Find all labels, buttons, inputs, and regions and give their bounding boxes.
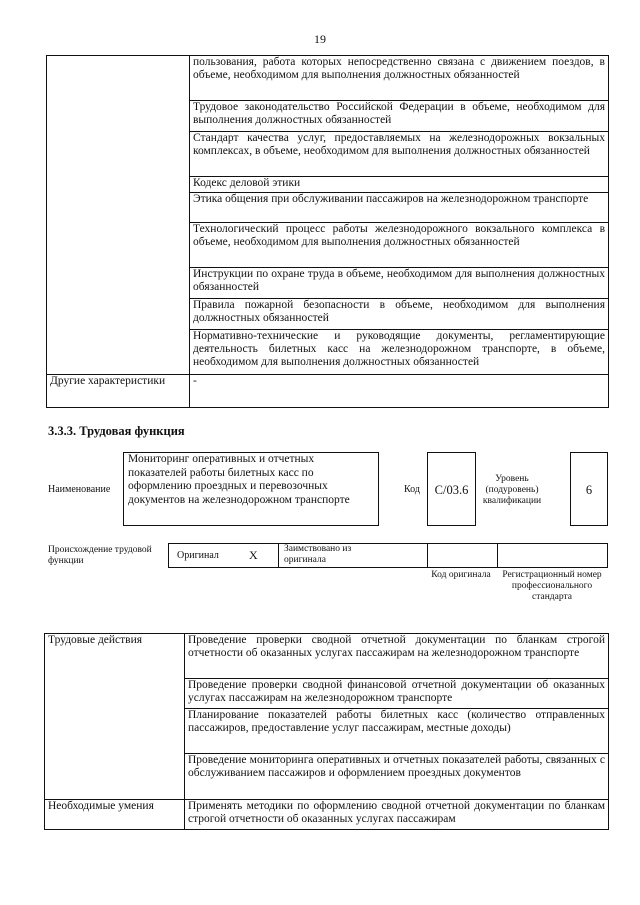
knowledge-item: Трудовое законодательство Российской Федерации в объеме, необходимом для выполнения должностных обязанностей: [190, 101, 609, 132]
knowledge-item: Технологический процесс работы железнодорожного вокзального комплекса в объеме, необходимом для выполнения должностных обязанностей: [190, 223, 609, 268]
knowledge-item: Этика общения при обслуживании пассажиров на железнодорожном транспорте: [190, 193, 609, 223]
original-mark: X: [249, 548, 258, 562]
function-name-box: [123, 452, 379, 526]
code-label: Код: [404, 484, 420, 495]
registration-number-cell: [498, 544, 608, 567]
skills-label: Необходимые умения: [45, 800, 185, 830]
action-item: Проведение мониторинга оперативных и отчетных показателей работы, связанных с обслуживанием пассажиров и оформлением проездных документов: [185, 754, 609, 800]
original-code-cell: [428, 544, 498, 567]
action-item: Проведение проверки сводной отчетной документации по бланкам строгой отчетности об оказанных услугах пассажирам на железнодорожном транспорте: [185, 634, 609, 679]
other-characteristics-value: -: [190, 375, 609, 408]
registration-caption: Регистрационный номер профессионального стандарта: [502, 570, 602, 602]
knowledge-item: Правила пожарной безопасности в объеме, необходимом для выполнения должностных обязанностей: [190, 299, 609, 330]
level-value: 6: [585, 483, 593, 497]
borrowed-label: Заимствовано из оригинала: [284, 544, 352, 565]
function-name-value: Мониторинг оперативных и отчетных показателей работы билетных касс по оформлению проездных и перевозочных документов на железнодорожном транспорте: [128, 453, 350, 506]
level-label: Уровень (подуровень) квалификации: [482, 474, 542, 506]
action-item: Планирование показателей работы билетных касс (количество отправленных пассажиров, предоставление услуг пассажирам, местные доходы): [185, 709, 609, 754]
origin-row: [168, 543, 608, 568]
knowledge-item: Кодекс деловой этики: [190, 177, 609, 193]
knowledge-item: пользования, работа которых непосредственно связана с движением поездов, в объеме, необходимом для выполнения должностных обязанностей: [190, 56, 609, 101]
actions-label: Трудовые действия: [45, 634, 185, 800]
section-heading: 3.3.3. Трудовая функция: [48, 424, 185, 438]
action-item: Проведение проверки сводной финансовой отчетной документации об оказанных услугах пассажирам на железнодорожном транспорте: [185, 679, 609, 709]
other-characteristics-label: Другие характеристики: [47, 375, 190, 408]
knowledge-table: [46, 55, 609, 408]
code-caption: Код оригинала: [431, 570, 491, 580]
page-number: 19: [314, 32, 326, 46]
original-label: Оригинал: [177, 550, 219, 561]
origin-label: Происхождение трудовой функции: [48, 545, 152, 566]
name-label: Наименование: [48, 484, 111, 495]
code-value: C/03.6: [434, 483, 469, 497]
level-box: [570, 452, 608, 526]
knowledge-item: Стандарт качества услуг, предоставляемых на железнодорожных вокзальных комплексах, в объеме, необходимом для выполнения должностных обязанностей: [190, 132, 609, 177]
knowledge-item: Инструкции по охране труда в объеме, необходимом для выполнения должностных обязанностей: [190, 268, 609, 299]
actions-table: [44, 633, 609, 830]
knowledge-label-cell: [47, 56, 190, 375]
knowledge-item: Нормативно-технические и руководящие документы, регламентирующие деятельность билетных касс на железнодорожном транспорте, в объеме, необходимом для выполнения должностных обязанностей: [190, 330, 609, 375]
code-box: [427, 452, 476, 526]
skill-item: Применять методики по оформлению сводной отчетной документации по бланкам строгой отчетности об оказанных услугах пассажирам: [185, 800, 609, 830]
